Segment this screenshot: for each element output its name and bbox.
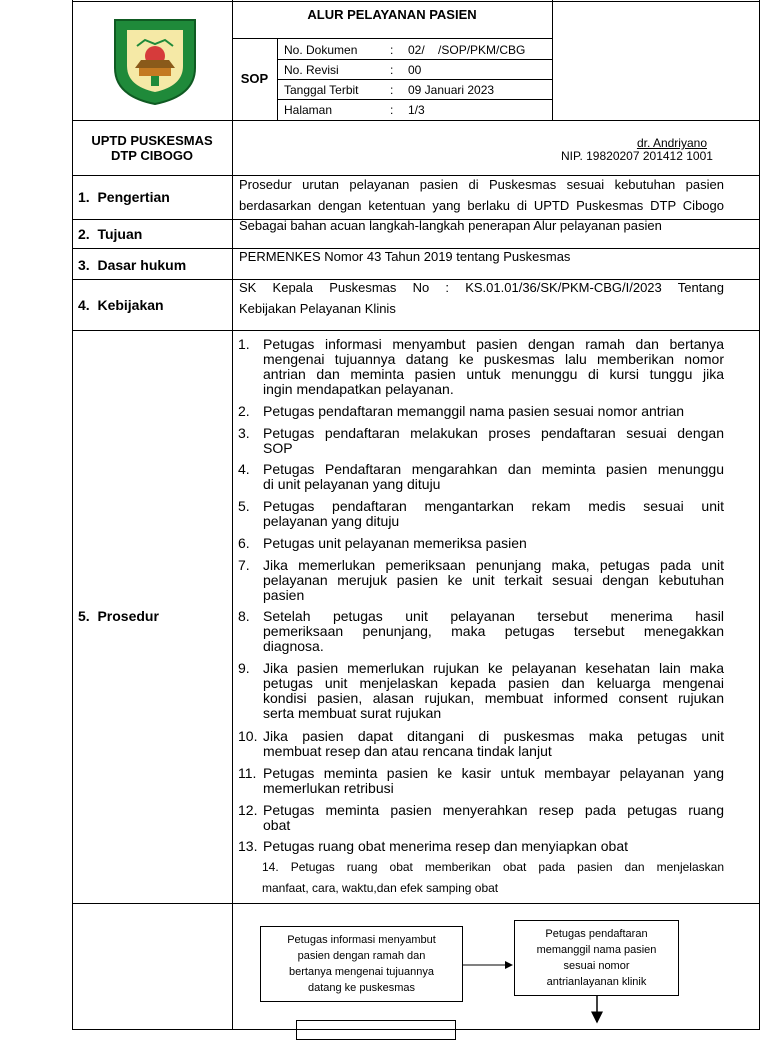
step-line: ingin mendapatkan pelayanan. (263, 381, 454, 397)
field-label-date: Tanggal Terbit (284, 83, 359, 97)
step-number: 2. (238, 403, 250, 419)
label-prosedur: 5. Prosedur (78, 608, 159, 624)
label-pengertian: 1. Pengertian (78, 189, 170, 205)
flow-box2-line: Petugas pendaftaran (545, 928, 648, 940)
step-number: 1. (238, 336, 250, 352)
step-number: 11. (238, 765, 257, 781)
step-line: Petugas informasi menyambut pasien dengan ramah dan bertanya (263, 336, 724, 352)
step-line: pemeriksaan penunjang, maka petugas tersebut menegakkan (263, 623, 724, 639)
step-number: 3. (238, 425, 250, 441)
label-dasar-hukum: 3. Dasar hukum (78, 257, 187, 273)
step-line: membuat resep dan atau rencana tindak lanjut (263, 743, 552, 759)
field-label-page: Halaman (284, 103, 333, 117)
step-line: pelayanan merujuk pasien ke unit terkait sesuai dengan kebutuhan (263, 572, 724, 588)
field-label-doc-number: No. Dokumen (284, 43, 358, 57)
step-line: serta membuat surat rujukan (263, 705, 442, 721)
dasar-text: PERMENKES Nomor 43 Tahun 2019 tentang Puskesmas (239, 249, 571, 264)
step-line: pasien (263, 587, 305, 603)
document-title: ALUR PELAYANAN PASIEN (307, 7, 477, 22)
step-line: Petugas Pendaftaran mengarahkan dan meminta pasien menunggu (263, 461, 724, 477)
step-line: Petugas ruang obat menerima resep dan menyiapkan obat (263, 838, 629, 854)
step-number: 4. (238, 461, 250, 477)
flow-box1-line: Petugas informasi menyambut (287, 934, 436, 946)
step-line: di unit pelayanan yang dituju (263, 476, 441, 492)
step-line: mengenai tujuannya datang ke puskesmas lalu memberikan nomor (263, 351, 724, 367)
step-line: petugas unit menjelaskan kepada pasien dan keluarga mengenai (263, 675, 724, 691)
signer-name: dr. Andriyano (636, 136, 707, 150)
step-line: Petugas pendaftaran mengantarkan rekam medis sesuai unit (263, 498, 724, 514)
step-line: antrian dan meminta pasien untuk menunggu di kursi tunggu jika (263, 366, 724, 382)
field-sep: : (390, 83, 394, 97)
step-line: Petugas unit pelayanan memeriksa pasien (263, 535, 527, 551)
step-line: memerlukan retribusi (263, 780, 394, 796)
step-number: 13. (238, 838, 258, 854)
step-number: 5. (238, 498, 250, 514)
step-line: Petugas pendaftaran melakukan proses pendaftaran sesuai dengan (263, 425, 724, 441)
step-line: Setelah petugas unit pelayanan tersebut menerima hasil (263, 608, 724, 624)
flow-box2-line: sesuai nomor (563, 960, 630, 972)
field-value-page: 1/3 (408, 103, 425, 117)
step-14-line1: 14. Petugas ruang obat memberikan obat pada pasien dan menjelaskan (262, 860, 724, 874)
flow-box2-line: antrianlayanan klinik (546, 976, 647, 988)
label-kebijakan: 4. Kebijakan (78, 297, 164, 313)
kebijakan-line2: Kebijakan Pelayanan Klinis (239, 301, 396, 316)
field-label-revision: No. Revisi (284, 63, 339, 77)
pengertian-line1: Prosedur urutan pelayanan pasien di Puskesmas sesuai kebutuhan pasien (239, 177, 724, 192)
step-number: 6. (238, 535, 250, 551)
field-value-date: 09 Januari 2023 (408, 83, 495, 97)
step-line: pelayanan yang dituju (263, 513, 400, 529)
step-14-line2: manfaat, cara, waktu,dan efek samping obat (262, 881, 499, 895)
step-line: diagnosa. (263, 638, 324, 654)
label-tujuan: 2. Tujuan (78, 226, 143, 242)
step-line: Jika pasien memerlukan rujukan ke pelayanan kesehatan lain maka (263, 660, 724, 676)
step-line: SOP (263, 440, 293, 456)
field-value-revision: 00 (408, 63, 422, 77)
flow-box1-line: bertanya mengenai tujuannya (289, 966, 434, 978)
pengertian-line2: berdasarkan dengan ketentuan yang berlaku di UPTD Puskesmas DTP Cibogo (239, 198, 724, 213)
step-number: 12. (238, 802, 258, 818)
org-name-line1: UPTD PUSKESMAS (91, 133, 213, 148)
flow-box1-line: datang ke puskesmas (307, 982, 415, 994)
step-line: kondisi pasien, alasan rujukan, membuat informed consent rujukan (263, 690, 724, 706)
step-line: Petugas meminta pasien menyerahkan resep pada petugas ruang (263, 802, 724, 818)
field-sep: : (390, 43, 394, 57)
step-number: 7. (238, 557, 250, 573)
org-name-line2: DTP CIBOGO (110, 148, 194, 163)
step-line: Petugas meminta pasien ke kasir untuk membayar pelayanan yang (263, 765, 724, 781)
kebijakan-line1: SK Kepala Puskesmas No : KS.01.01/36/SK/PKM-CBG/I/2023 Tentang (239, 280, 724, 295)
step-number: 10. (238, 728, 258, 744)
field-value-doc-number: 02/ /SOP/PKM/CBG (408, 43, 526, 57)
step-line: obat (263, 817, 291, 833)
signer-nip: NIP. 19820207 201412 1001 (561, 149, 713, 163)
step-line: Jika pasien dapat ditangani di puskesmas maka petugas unit (263, 728, 724, 744)
step-line: Jika memerlukan pemeriksaan penunjang maka, petugas pada unit (263, 557, 724, 573)
flowchart-box-next (296, 1020, 456, 1040)
field-sep: : (390, 103, 394, 117)
flow-box1-line: pasien dengan ramah dan (297, 950, 426, 962)
step-number: 8. (238, 608, 250, 624)
sop-label: SOP (240, 71, 269, 86)
tujuan-text: Sebagai bahan acuan langkah-langkah penerapan Alur pelayanan pasien (239, 218, 662, 233)
step-number: 9. (238, 660, 250, 676)
flow-box2-line: memanggil nama pasien (536, 944, 657, 956)
field-sep: : (390, 63, 394, 77)
step-line: Petugas pendaftaran memanggil nama pasien sesuai nomor antrian (263, 403, 685, 419)
